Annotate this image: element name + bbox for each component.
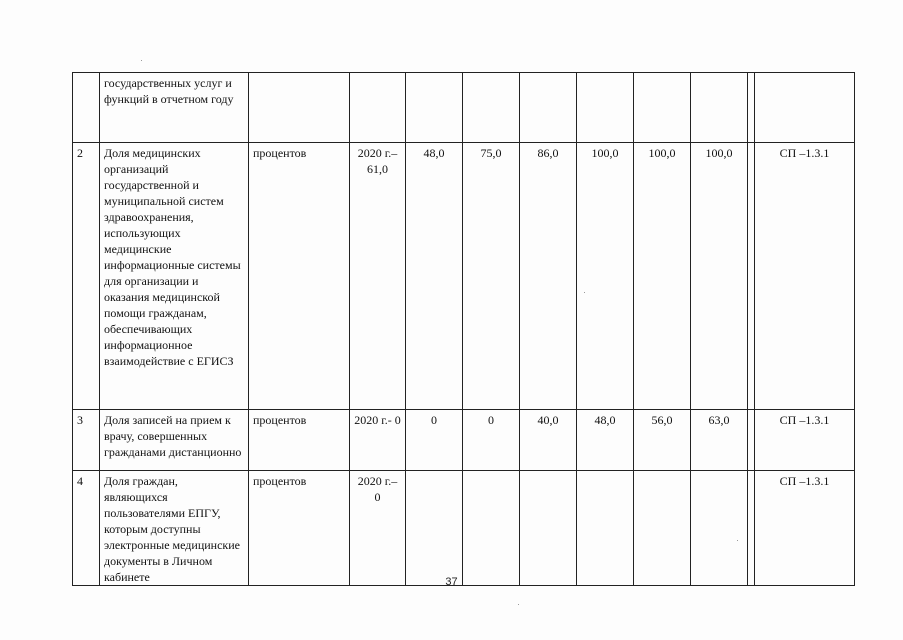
value-cell [691,73,748,143]
value-cell [748,73,755,143]
unit-cell: процентов [249,410,350,471]
table-row [73,73,855,143]
base-value-cell: 2020 г.- 0 [350,410,406,471]
indicator-name: Доля записей на прием к врачу, совершенных гражданами дистанционно [100,410,249,471]
value-cell: 63,0 [691,410,748,471]
row-number: 3 [73,410,100,471]
scan-speck [141,60,142,61]
value-cell [634,471,691,586]
value-cell: 75,0 [463,143,520,410]
value-cell: 100,0 [577,143,634,410]
unit-cell [249,73,350,143]
value-cell: 0 [406,410,463,471]
value-cell [463,73,520,143]
indicator-table [72,72,855,586]
value-cell [463,471,520,586]
scan-speck [584,292,585,293]
value-cell [577,471,634,586]
value-cell [406,73,463,143]
value-cell [748,471,755,586]
scan-speck [737,540,738,541]
base-value-cell [350,73,406,143]
value-cell [748,143,755,410]
table-row [73,143,855,410]
indicator-name: Доля медицинских организаций государственной и муниципальной систем здравоохранения, использующих медицинские информационные системы для организации и оказания медицинской помощи гражданам, обеспечивающих информационное взаимодействие с ЕГИСЗ [100,143,249,410]
value-cell: 100,0 [691,143,748,410]
value-cell: 48,0 [406,143,463,410]
source-cell: СП –1.3.1 [755,471,855,586]
row-number: 2 [73,143,100,410]
value-cell [406,471,463,586]
value-cell: 86,0 [520,143,577,410]
value-cell: 48,0 [577,410,634,471]
page-number: 37 [445,576,458,588]
source-cell [755,73,855,143]
unit-cell: процентов [249,471,350,586]
unit-cell: процентов [249,143,350,410]
value-cell [520,73,577,143]
value-cell [520,471,577,586]
value-cell: 40,0 [520,410,577,471]
indicator-name: государственных услуг и функций в отчетном году [100,73,249,143]
base-value-cell: 2020 г.– 61,0 [350,143,406,410]
base-value-cell: 2020 г.– 0 [350,471,406,586]
value-cell: 56,0 [634,410,691,471]
value-cell [634,73,691,143]
scan-speck [518,604,519,605]
value-cell [691,471,748,586]
value-cell [577,73,634,143]
row-number [73,73,100,143]
row-number: 4 [73,471,100,586]
indicator-name: Доля граждан, являющихся пользователями ЕПГУ, которым доступны электронные медицинские документы в Личном кабинете [100,471,249,586]
table-row [73,410,855,471]
value-cell: 0 [463,410,520,471]
table-row [73,471,855,586]
source-cell: СП –1.3.1 [755,143,855,410]
source-cell: СП –1.3.1 [755,410,855,471]
value-cell: 100,0 [634,143,691,410]
value-cell [748,410,755,471]
